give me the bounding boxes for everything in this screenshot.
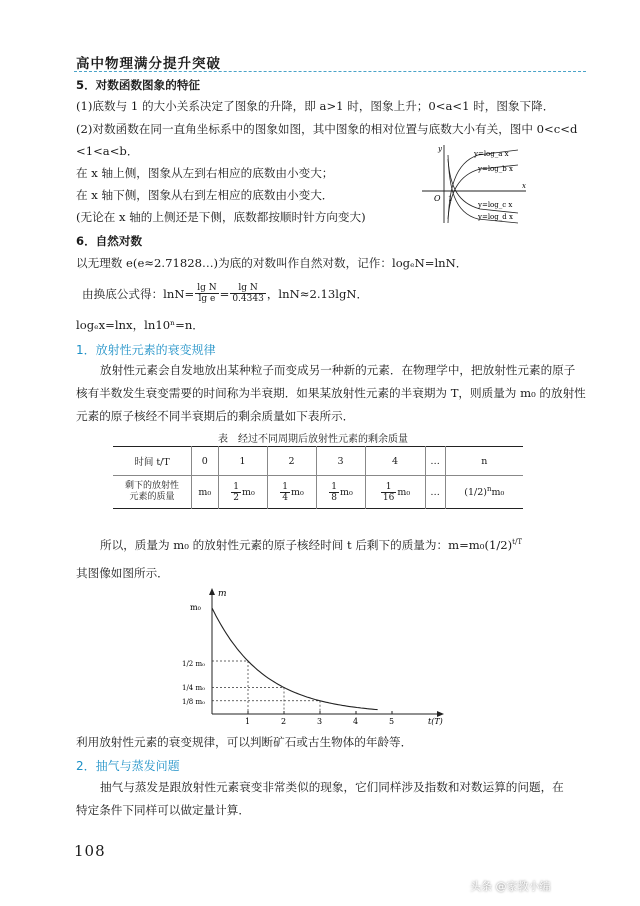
sec5-line-6: (无论在 x 轴的上侧还是下侧，底数都按顺时针方向变大) [76,210,366,224]
table-cell: $(1/2)^nm_0$ [445,476,523,509]
table-header-mass: 剩下的放射性 元素的质量 [124,481,179,502]
table-cell: $\frac{1}{16}$ m₀ [365,476,425,509]
log-y-label: y [438,145,442,153]
sec5-line-5: 在 x 轴下侧，图象从右到左相应的底数由小变大． [76,188,334,202]
label-half-m0: 1/2 m₀ [182,660,205,668]
book-title: 高中物理满分提升突破 [76,56,221,72]
subsection-2-heading: 2．抽气与蒸发问题 [76,759,180,773]
x-tick-label: 5 [389,717,395,726]
table-cell: 3 [316,447,365,476]
sub1-closing-line: 利用放射性元素的衰变规律，可以判断矿石或古生物体的年龄等． [76,735,413,749]
log-x-label: x [522,182,526,190]
label-quarter-m0: 1/4 m₀ [182,684,205,692]
x-tick-label: 3 [317,717,323,726]
formula-prefix: 由换底公式得：lnN= [82,286,195,301]
table-cell: … [425,447,445,476]
x-tick-label: 1 [245,717,251,726]
sec5-line-1: (1)底数与 1 的大小关系决定了图象的升降，即 a>1 时，图象上升；0<a<1 时，图象下降． [76,99,555,113]
table-row [113,476,523,509]
section-5-heading: 5．对数函数图象的特征 [76,78,201,92]
label-eighth-m0: 1/8 m₀ [182,698,205,706]
table-cell: 1 [218,447,267,476]
x-tick-label: 4 [353,717,359,726]
decay-y-label: m [218,589,227,599]
decay-formula-line: 所以，质量为 m₀ 的放射性元素的原子核经时间 t 后剩下的质量为：$m=m_0(1/2)^{t/T}$ [100,537,523,552]
sub1-line-1: 放射性元素会自发地放出某种粒子而变成另一种新的元素．在物理学中，把放射性元素的原子 [100,363,576,377]
origin-label: O [434,194,441,203]
table-caption: 表 经过不同周期后放射性元素的剩余质量 [218,434,408,445]
sec5-line-2: (2)对数函数在同一直角坐标系中的图象如图，其中图象的相对位置与底数大小有关，图中 0<c<d [76,122,578,136]
header-divider [74,71,586,72]
decay-curve [212,608,378,710]
formula-equals: = [219,286,230,301]
sec6-line-3: logₑx=lnx，ln10ⁿ=n． [76,318,204,332]
sub2-line-2: 特定条件下同样可以做定量计算． [76,803,250,817]
section-6-heading: 6．自然对数 [76,234,143,248]
decay-chart [178,586,450,726]
y-axis-arrow [209,588,215,595]
decay-x-label: t(T) [428,717,443,726]
curve-log-b [448,165,518,219]
change-of-base-formula [82,283,368,304]
table-cell: $\frac{1}{8}$ m₀ [316,476,365,509]
table-row [113,447,523,476]
table-cell: $\frac{1}{2}$ m₀ [218,476,267,509]
label-log-c: y=log_c x [478,201,513,209]
subsection-1-heading: 1．放射性元素的衰变规律 [76,343,216,357]
label-log-b: y=log_b x [478,165,513,173]
sub2-line-1: 抽气与蒸发是跟放射性元素衰变非常类似的现象，它们同样涉及指数和对数运算的问题，在 [100,780,564,794]
table-header-time: 时间 t/T [113,447,192,476]
log-graph-figure [418,143,530,225]
table-cell: … [425,476,445,509]
one-label: 1 [448,195,453,203]
page-number: 108 [74,842,106,860]
table-cell: n [445,447,523,476]
table-cell: m₀ [192,476,219,509]
sec6-line-1: 以无理数 e(e≈2.71828…)为底的对数叫作自然对数，记作：logₑN=lnN． [76,256,468,270]
label-m0: m₀ [190,603,201,612]
label-log-d: y=log_d x [478,213,513,221]
fraction-lgN-lge: $\frac{\text{lg N}}{\text{lg e}}$ [197,283,217,304]
formula-suffix: ，lnN≈2.13lgN． [266,286,369,301]
x-tick-label: 2 [281,717,287,726]
fraction-lgN-0.4343: $\frac{\text{lg N}}{0.4343}$ [232,283,264,304]
sec5-line-3: <1<a<b． [76,144,139,158]
half-life-table [113,446,523,509]
sec5-line-4: 在 x 轴上侧，图象从左到右相应的底数由小变大； [76,166,334,180]
watermark: 头条 @家教小编 [470,880,551,893]
label-log-a: y=log_a x [474,150,509,158]
table-cell: 0 [192,447,219,476]
table-cell: $\frac{1}{4}$ m₀ [267,476,316,509]
chart-intro-line: 其图像如图所示． [76,566,169,580]
sub1-line-3: 元素的原子核经不同半衰期后的剩余质量如下表所示． [76,409,355,423]
table-cell: 2 [267,447,316,476]
table-cell: 4 [365,447,425,476]
sub1-line-2: 核有半数发生衰变需要的时间称为半衰期．如果某放射性元素的半衰期为 T，则质量为 m₀ 的放射性 [76,386,586,400]
